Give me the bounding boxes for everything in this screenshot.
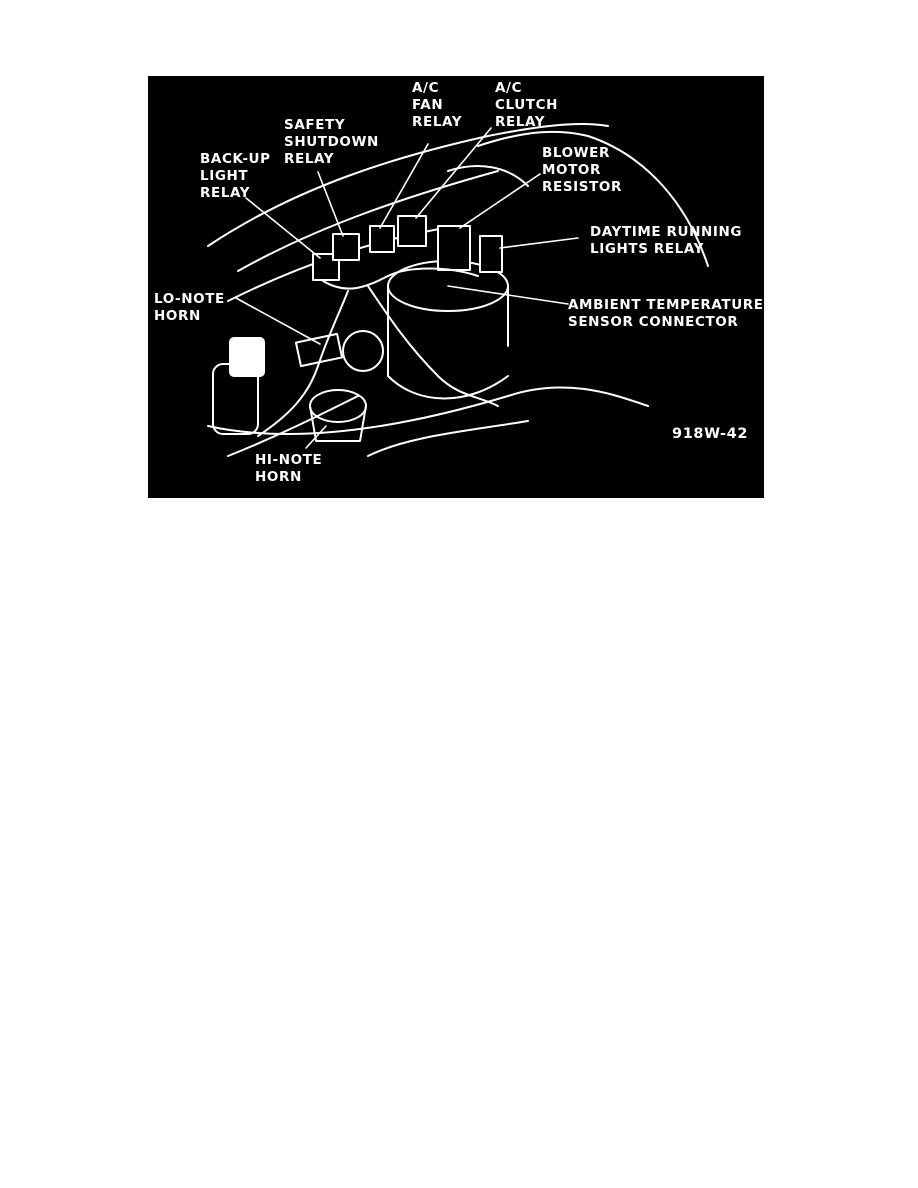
wiring-harness [323, 269, 478, 289]
label-line: RELAY [412, 114, 463, 130]
strut-tower-curve [448, 166, 528, 186]
label-line: MOTOR [542, 162, 601, 178]
label-line: SENSOR CONNECTOR [568, 314, 739, 330]
label-ac-fan-relay [412, 80, 462, 131]
label-line: LIGHT [200, 168, 249, 184]
label-backup-light-relay [200, 151, 271, 202]
label-line: LO-NOTE [154, 291, 225, 307]
engine-compartment-diagram [148, 76, 764, 498]
figure-id: 918W-42 [672, 426, 749, 442]
strut-tower-body [388, 286, 508, 376]
label-line: HORN [255, 469, 302, 485]
hi-note-horn-body [310, 406, 366, 441]
label-line: SHUTDOWN [284, 134, 379, 150]
label-line: HI-NOTE [255, 452, 323, 468]
label-line: FAN [412, 97, 444, 113]
label-line: HORN [154, 308, 201, 324]
front-apron [208, 387, 648, 434]
label-line: CLUTCH [495, 97, 559, 113]
label-hi-note-horn [255, 452, 322, 486]
ac-clutch-relay-shape [398, 216, 426, 246]
blower-motor-resistor-shape [438, 226, 470, 270]
ac-fan-relay-shape [370, 226, 394, 252]
label-line: RELAY [284, 151, 335, 167]
leader-daytime-running-lights-relay [500, 238, 578, 248]
leader-lines [236, 128, 578, 448]
lower-hose [228, 396, 358, 456]
label-line: BACK-UP [200, 151, 271, 167]
label-line: RELAY [200, 185, 251, 201]
label-ac-clutch-relay [495, 80, 558, 131]
label-lo-note-horn [154, 291, 225, 325]
label-line: AMBIENT TEMPERATURE [568, 297, 764, 313]
front-crossmember [368, 421, 528, 456]
label-line: RESISTOR [542, 179, 622, 195]
label-daytime-running-lights-relay [590, 224, 742, 258]
label-line: A/C [412, 80, 440, 96]
wiring-branch [258, 291, 348, 436]
label-line: RELAY [495, 114, 546, 130]
lo-note-horn-shape [296, 334, 342, 366]
label-line: DAYTIME RUNNING [590, 224, 743, 240]
label-line: LIGHTS RELAY [590, 241, 704, 257]
leader-backup-light-relay [246, 198, 320, 258]
daytime-running-lights-relay-shape [480, 236, 502, 272]
lo-note-horn-bell [343, 331, 383, 371]
leader-ac-clutch-relay [416, 128, 491, 218]
safety-shutdown-relay-shape [333, 234, 359, 260]
label-line: A/C [495, 80, 523, 96]
leader-hi-note-horn [306, 426, 326, 448]
label-line: BLOWER [542, 145, 610, 161]
strut-tower-base [388, 376, 508, 399]
leader-blower-motor-resistor [460, 174, 540, 228]
washer-reservoir-cap [230, 338, 264, 376]
label-blower-motor-resistor [542, 145, 622, 196]
label-safety-shutdown-relay [284, 117, 379, 168]
label-line: SAFETY [284, 117, 346, 133]
label-ambient-temperature-sensor-connector [568, 297, 764, 331]
